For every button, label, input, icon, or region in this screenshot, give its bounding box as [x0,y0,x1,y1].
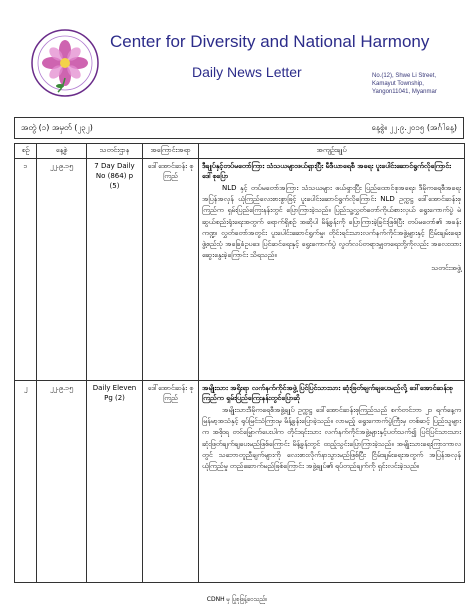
header-number: စဉ် [15,144,37,159]
summary-headline: အမျိုးသား အရိုးရာ လက်နက်ကိုင်အဖွဲ့ ပြင်ပြင်သားသား ဆုံးဖြတ်ချက်ချပေးမည်လို့ ဒေါ်အောင်ဆန်းစုကြည်က ရှမ်းပြည်ကြေးနန်းတွင်ပြောဆို [202,384,453,402]
news-table [14,143,465,583]
row-subject: ဒေါ်အောင်ဆန်း စုကြည် [143,381,199,583]
row-source: 7 Day Daily No (864) p (5) [87,159,143,381]
flower-emblem-icon [30,28,100,98]
address-line: Kamayut Township, [372,81,424,87]
summary-body: အမျိုးသားဒီမိုကရေစီအဖွဲ့ချုပ် ဥက္ကဋ္ဌ ဒေါ်အောင်ဆန်းစုကြည်သည် စက်တင်ဘာ ၂၁ ရက်နေ့က မြန်မာ့အသံနှင့် ရုပ်မြင်သံကြားမှ မိန့်ခွန်းပြောခဲ့သည်။ လာမည့် ရွေးကောက်ပွဲကြီးမှ တစ်ဆင့် ပြည်သူများက အစိုးရ တင်မြှောက်ပေးပါက တိုင်းရင်းသား လက်နက်ကိုင်အဖွဲ့များနှင့်ပတ်သက်၍ ပြင်ပြင်သားသား ဆုံးဖြတ်ချက်ချပေးမည်ဖြစ်ကြောင်း မိန့်ခွန်းတွင် ထည့်သွင်းပြောကြားခဲ့သည်။ အမျိုးသားရေးကြားကာလတွင် သဘောတူညီချက်များကို လေးစားလိုက်နာသွားမည်ဖြစ်ပြီး ငြိမ်းချမ်းရေးအတွက် အပြန်အလှန် ယုံကြည်မှု တည်ဆောက်မည်ဖြစ်ကြောင်း အဖွဲ့ချုပ်၏ ရပ်တည်ချက်ကို ရှင်းလင်းခဲ့သည်။ [202,406,461,471]
organization-address [372,72,467,96]
table-header-row [15,144,465,159]
table-row [15,159,465,381]
header-source: သတင်းဌာန [87,144,143,159]
header-summary: အကျဉ်းချုပ် [199,144,465,159]
issue-info-bar [14,117,464,139]
row-summary [199,159,465,381]
organization-name: Center for Diversity and National Harmony [110,32,430,51]
issue-volume: အတွဲ (၁) အမှတ် (၂၃၂) [21,123,93,132]
header-subject: အကြောင်းအရာ [143,144,199,159]
table-row [15,381,465,583]
row-number: ၁ [15,159,37,381]
newsletter-header [0,0,474,110]
row-summary [199,381,465,583]
summary-body: NLD နှင့် တပ်မတော်အကြား သံသယများ ဖယ်ရှားပြီး ပြည်ထောင်စုအရေး၊ ဒီမိုကရေစီအရေး အပြန်အလှန် ယုံကြည်လေးစားစွာဖြင့် ပူးပေါင်းဆောင်ရွက်လိုကြောင်း NLD ဥက္ကဋ္ဌ ဒေါ်အောင်ဆန်းစုကြည်က ရှမ်းပြည်ကြေးနန်းတွင် ပြောကြားခဲ့သည်။ ပြည်သူ့လွှတ်တော်ကိုယ်စားလှယ် ရွေးကောက်ပွဲ မဲဆွယ်စည်းရုံးရေးအတွက် ရောက်ရှိစဉ် အဆိုပါ မိန့်ခွန်းကို ပြောကြားခဲ့ခြင်းဖြစ်ပြီး တပ်မတော်၏ အခန်းကဏ္ဍ၊ လွှတ်တော်အတွင်း ပူးပေါင်းဆောင်ရွက်မှု၊ တိုင်းရင်းသားလက်နက်ကိုင်အဖွဲ့များနှင့် ငြိမ်းချမ်းရေး၊ ဖွဲ့စည်းပုံ အခြေခံဥပဒေ ပြင်ဆင်ရေးနှင့် ရွေးကောက်ပွဲ လွတ်လပ်တရားမျှတရေးတို့ကိုလည်း အလေးထား ဆွေးနွေးခဲ့ကြောင်း သိရသည်။ [202,184,461,260]
row-number: ၂ [15,381,37,583]
header-date: နေ့စွဲ [37,144,87,159]
newsletter-title: Daily News Letter [192,64,302,80]
address-line: No.(12), Shwe Li Street, [372,73,437,79]
row-date: ၂၂.၉.၁၅ [37,159,87,381]
address-line: Yangon11041, Myanmar [372,89,437,95]
row-date: ၂၂.၉.၁၅ [37,381,87,583]
row-source: Daily Eleven Pg (2) [87,381,143,583]
row-subject: ဒေါ်အောင်ဆန်း စုကြည် [143,159,199,381]
footer-text: CDNH မှ ပြုစုဖြန့်ဝေသည်။ [206,596,268,603]
summary-byline: သတင်းအဖွဲ့ [431,264,461,273]
summary-headline: ဒီချုပ်နှင့်တပ်မတော်ကြား သံသယများဖယ်ရှားပြီး မီဒီယာရေစီ အရေး ပူးပေါင်းဆောင်ရွက်လိုကြောင်း ဒေါ်စုပြော [202,162,451,180]
issue-date: နေ့စွဲ။ ၂၂.၉.၂၀၁၅ (အင်္ဂါနေ့) [371,123,457,132]
